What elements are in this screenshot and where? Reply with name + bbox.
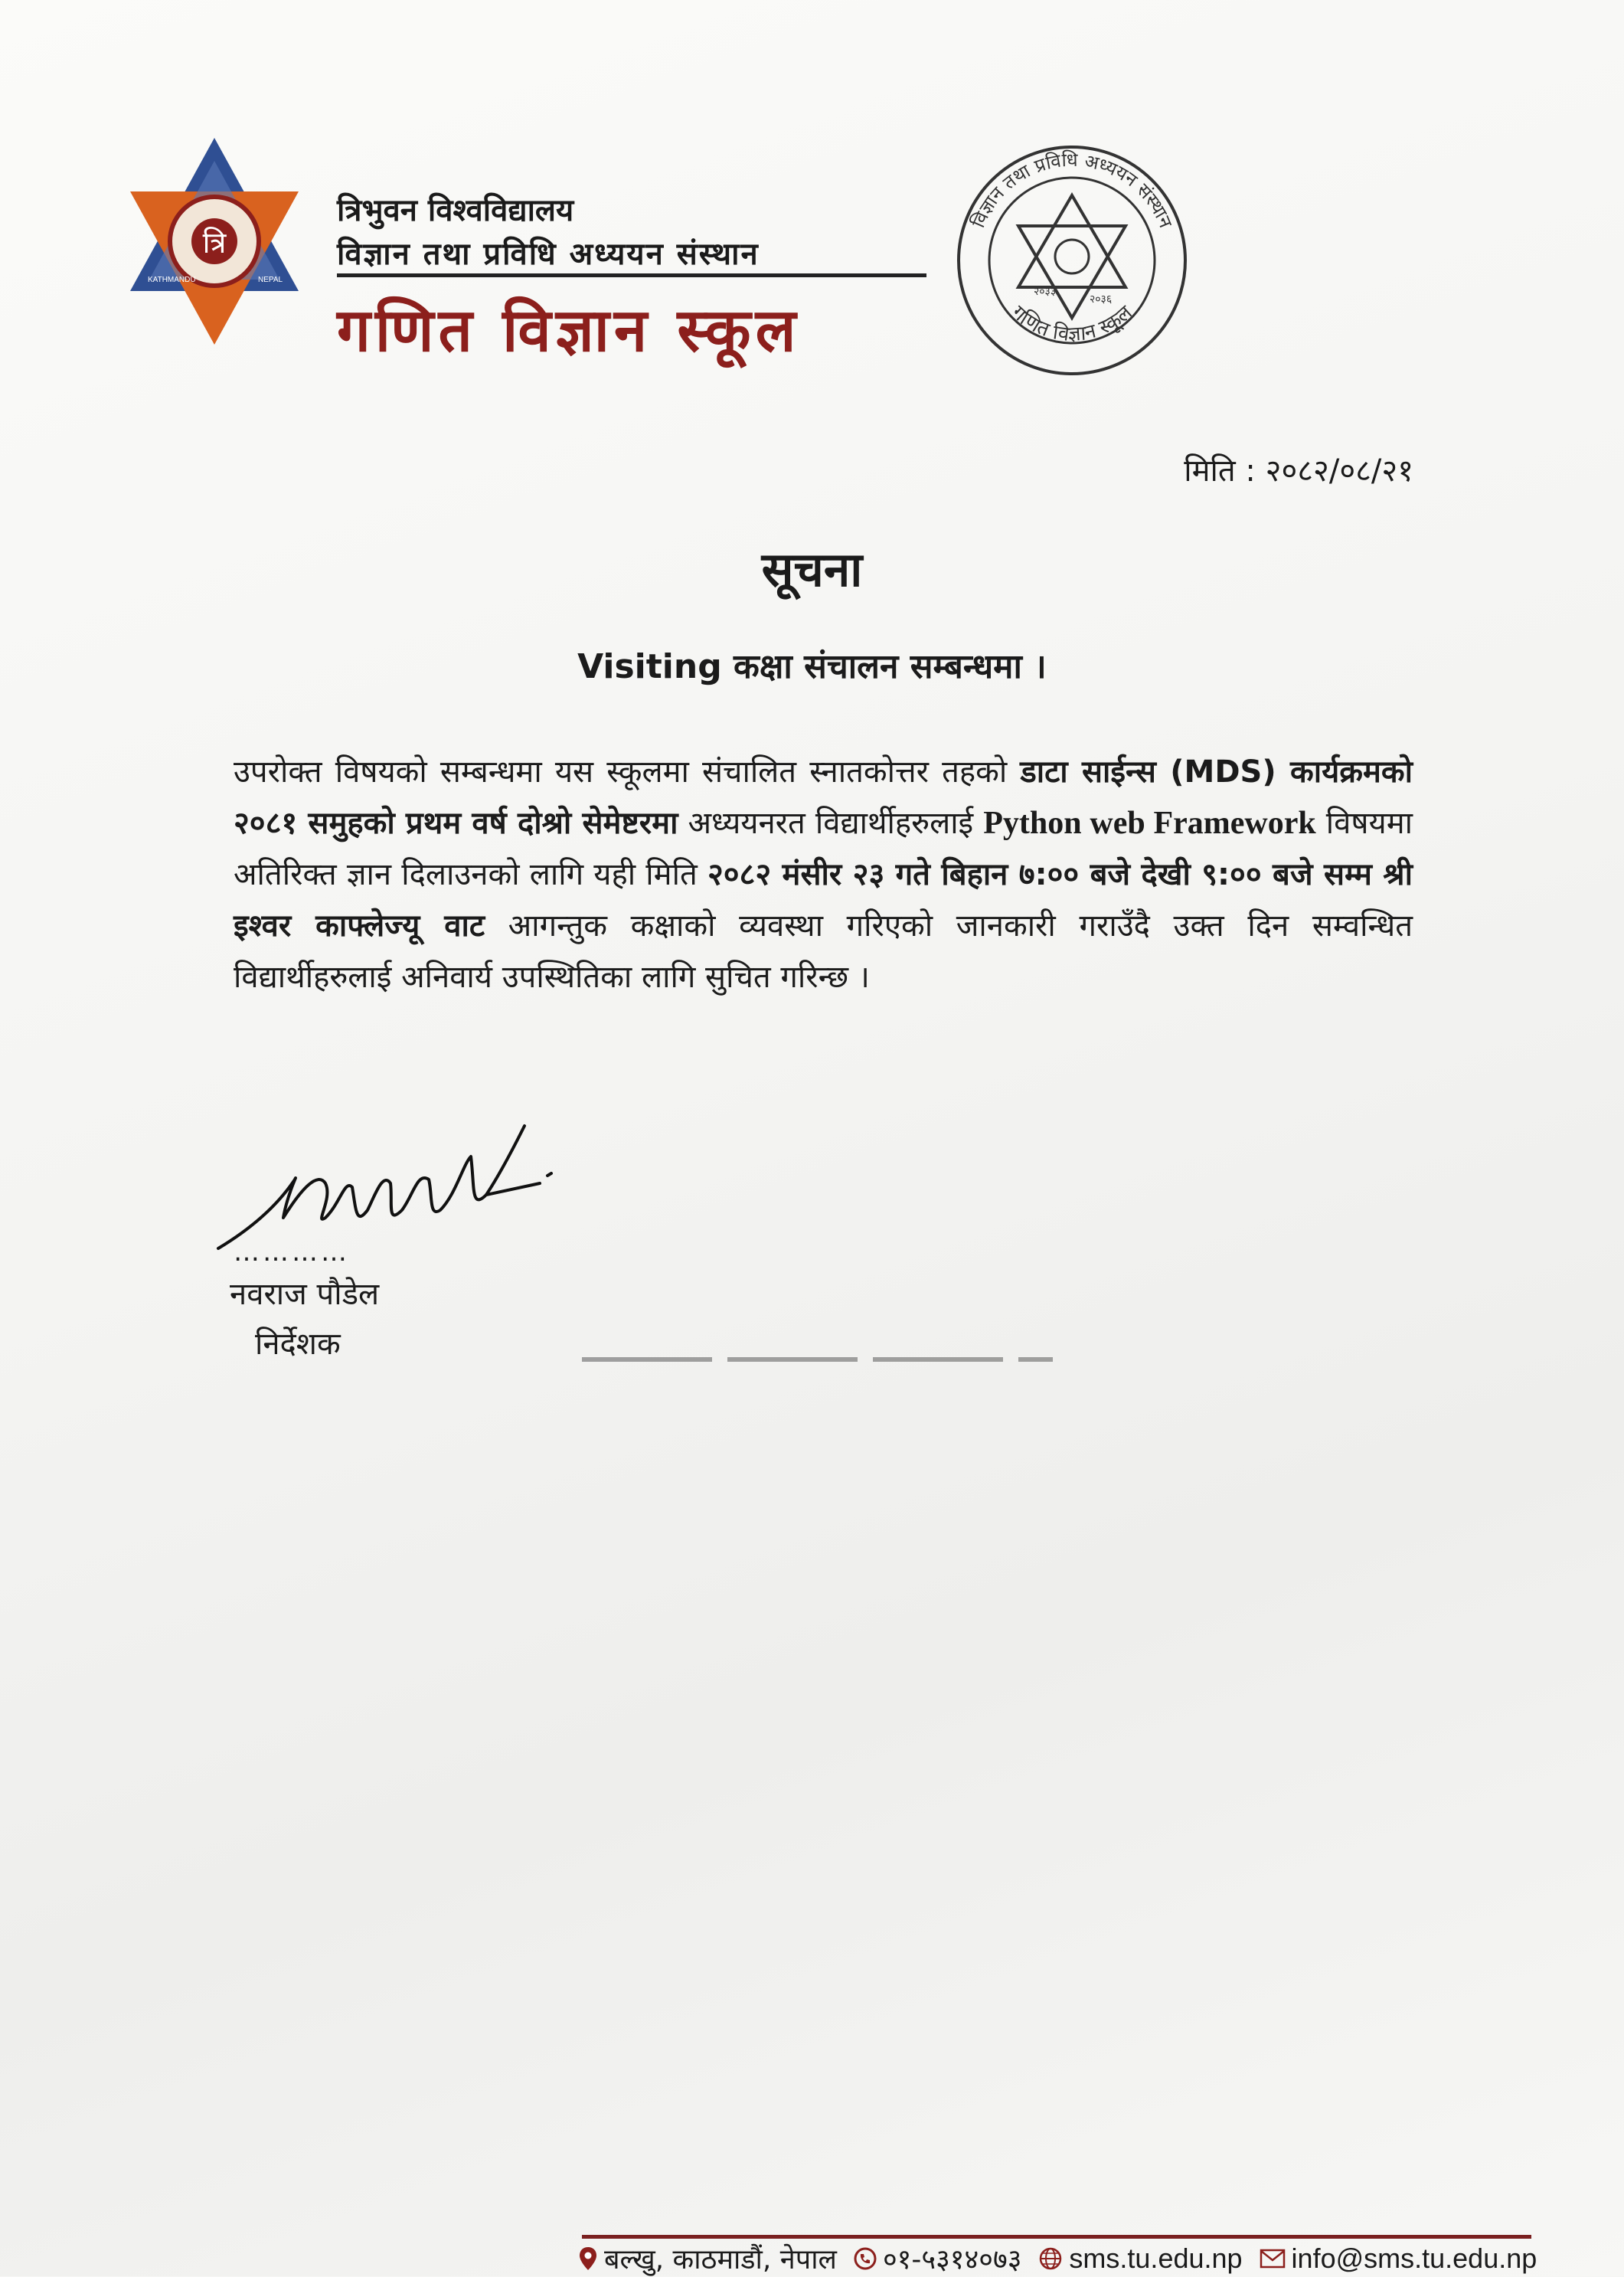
footer-website[interactable] xyxy=(1038,2243,1242,2275)
footer-address xyxy=(578,2239,837,2277)
seal-bottom-text: गणित विज्ञान स्कूल xyxy=(1007,301,1137,347)
location-pin-icon xyxy=(578,2246,598,2272)
school-name: गणित विज्ञान स्कूल xyxy=(337,296,801,365)
footer-website-text[interactable]: sms.tu.edu.np xyxy=(1069,2242,1243,2274)
subject-latin: Visiting xyxy=(577,647,722,686)
date-value: २०८२/०८/२१ xyxy=(1265,453,1413,489)
footer-divider xyxy=(582,2235,1531,2239)
body-part-2: अध्ययनरत विद्यार्थीहरुलाई xyxy=(678,806,984,841)
svg-text:विज्ञान तथा प्रविधि अध्ययन संस xyxy=(967,149,1176,231)
phone-icon xyxy=(854,2247,877,2270)
mail-icon xyxy=(1260,2249,1286,2269)
body-part-3: विषयमा अतिरिक्त ज्ञान दिलाउनको लागि यही मिति xyxy=(234,806,1413,892)
seal-year-left: २०३३ xyxy=(1034,286,1057,298)
date-label: मिति : xyxy=(1184,453,1256,489)
logo-text-left: KATHMANDU xyxy=(148,276,196,284)
body-bold-1: डाटा साईन्स (MDS) कार्यक्रमको २०८१ समुहको प्रथम वर्ष दोश्रो सेमेष्टरमा xyxy=(234,754,1413,841)
footer-phone xyxy=(854,2239,1021,2277)
signatory-name: नवराज पौडेल xyxy=(230,1277,380,1312)
notice-subject xyxy=(0,642,1624,688)
body-part-4: आगन्तुक कक्षाको व्यवस्था गरिएको जानकारी गराउँदै उक्त दिन सम्वन्धित विद्यार्थीहरुलाई अनिवार्य उपस्थितिका लागि सुचित गरिन्छ । xyxy=(234,908,1413,995)
institute-name: विज्ञान तथा प्रविधि अध्ययन संस्थान xyxy=(337,237,760,272)
notice-date xyxy=(1184,448,1413,490)
signatory-title: निर्देशक xyxy=(255,1327,341,1362)
subject-text: कक्षा संचालन सम्बन्धमा । xyxy=(734,647,1047,686)
tu-logo-icon xyxy=(119,130,310,352)
university-name: त्रिभुवन विश्वविद्यालय xyxy=(337,193,574,228)
logo-text-right: NEPAL xyxy=(258,276,283,284)
faint-bleed-through xyxy=(582,1357,1053,1362)
footer-email-text[interactable]: info@sms.tu.edu.np xyxy=(1291,2242,1537,2274)
seal-year-right: २०३६ xyxy=(1090,293,1113,306)
signature-dots: ………… xyxy=(234,1237,350,1268)
body-bold-3: २०८२ मंसीर २३ गते बिहान ७:०० बजे देखी ९:०० बजे सम्म श्री इश्वर काफ्लेज्यू वाट xyxy=(234,857,1413,944)
svg-text:त्रि: त्रि xyxy=(202,226,227,260)
header-divider xyxy=(337,273,926,277)
globe-icon xyxy=(1038,2246,1063,2271)
footer-phone-text: ०१-५३१४०७३ xyxy=(882,2244,1022,2275)
notice-title: सूचना xyxy=(761,541,863,597)
svg-text:गणित विज्ञान स्कूल xyxy=(1007,301,1137,346)
footer-contact xyxy=(578,2240,1537,2276)
footer-email[interactable] xyxy=(1260,2243,1537,2275)
notice-body xyxy=(234,747,1413,1003)
body-part-1: उपरोक्त विषयको सम्बन्धमा यस स्कूलमा संचालित स्नातकोत्तर तहको xyxy=(234,754,1021,790)
footer-address-text: बल्खु, काठमाडौं, नेपाल xyxy=(604,2244,837,2275)
seal-ring-text: विज्ञान तथा प्रविधि अध्ययन संस्थान xyxy=(967,149,1177,231)
school-seal-icon xyxy=(953,142,1191,379)
body-bold-course: Python web Framework xyxy=(983,806,1316,841)
